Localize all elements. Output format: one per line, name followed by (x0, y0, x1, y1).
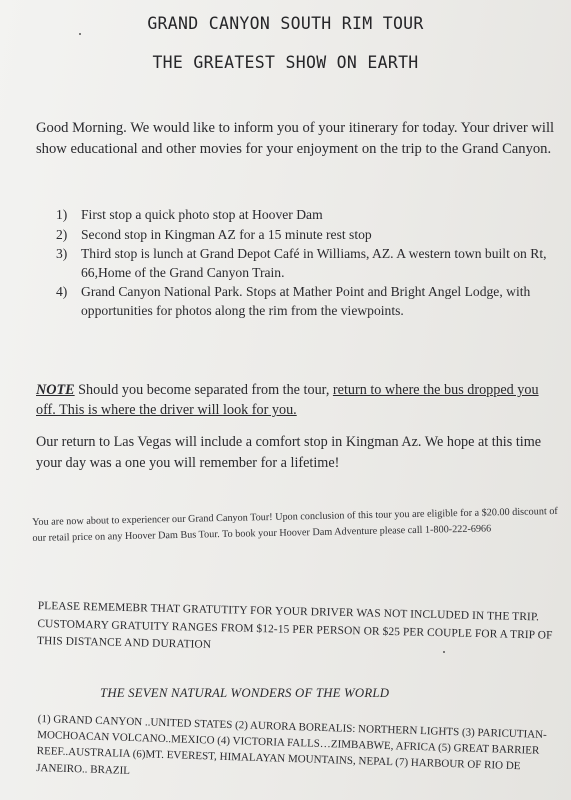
intro-paragraph: Good Morning. We would like to inform you of your itinerary for today. Your driver will show educational and other movies for your enjoyment on the trip to the Grand Canyon. (36, 120, 555, 157)
list-item-text: Second stop in Kingman AZ for a 15 minute rest stop (81, 226, 372, 242)
list-item (56, 245, 556, 282)
list-item-text: Grand Canyon National Park. Stops at Mather Point and Bright Angel Lodge, with opportunities for photos along the rim from the viewpoints. (81, 284, 531, 318)
note-label: NOTE (36, 382, 75, 398)
itinerary-list (56, 206, 556, 321)
paper-speck (443, 651, 445, 653)
list-item-number: 4) (56, 284, 68, 299)
list-item (56, 283, 556, 320)
list-item (56, 206, 556, 225)
gratuity-notice: PLEASE REMEMEBR THAT GRATUTITY FOR YOUR DRIVER WAS NOT INCLUDED IN THE TRIP. CUSTOMARY GRATUITY RANGES FROM $12-15 PER PERSON OR $25 PER COUPLE FOR A TRIP OF THIS DISTANCE AND DURATION (36, 599, 553, 651)
list-item-number: 3) (56, 246, 68, 261)
note-text: Should you become separated from the tour, (74, 382, 333, 398)
note-paragraph (36, 380, 556, 420)
document-title: GRAND CANYON SOUTH RIM TOUR (147, 14, 424, 33)
wonders-heading: THE SEVEN NATURAL WONDERS OF THE WORLD (100, 686, 390, 700)
list-item-text: First stop a quick photo stop at Hoover Dam (81, 207, 323, 222)
list-item (56, 226, 556, 245)
list-item-text: Third stop is lunch at Grand Depot Café in Williams, AZ. A western town built on Rt, 66,Home of the Grand Canyon Train. (81, 246, 547, 280)
list-item-number: 2) (56, 226, 68, 242)
paper-speck (79, 33, 81, 35)
return-paragraph: Our return to Las Vegas will include a comfort stop in Kingman Az. We hope at this time your day was a one you will remember for a lifetime! (36, 434, 542, 471)
document-subtitle: THE GREATEST SHOW ON EARTH (152, 53, 419, 72)
promo-paragraph: You are now about to experiencer our Grand Canyon Tour! Upon conclusion of this tour you are eligible for a $20.00 discount of our retail price on any Hoover Dam Bus Tour. To book your Hoover Dam Adventure please call 1-800-222-6966 (32, 505, 558, 544)
note-underlined-text: return to where the bus dropped you off. This is where the driver will look for you. (36, 382, 539, 418)
wonders-list: (1) GRAND CANYON ..UNITED STATES (2) AURORA BOREALIS: NORTHERN LIGHTS (3) PARICUTIAN-MOCHOACAN VOLCANO..MEXICO (4) VICTORIA FALLS…ZIMBABWE, AFRICA (5) GREAT BARRIER REEF..AUSTRALIA (6)MT. EVEREST, HIMALAYAN MOUNTAINS, NEPAL (7) HARBOUR OF RIO DE JANEIRO.. BRAZIL (36, 712, 547, 777)
list-item-number: 1) (56, 207, 68, 222)
